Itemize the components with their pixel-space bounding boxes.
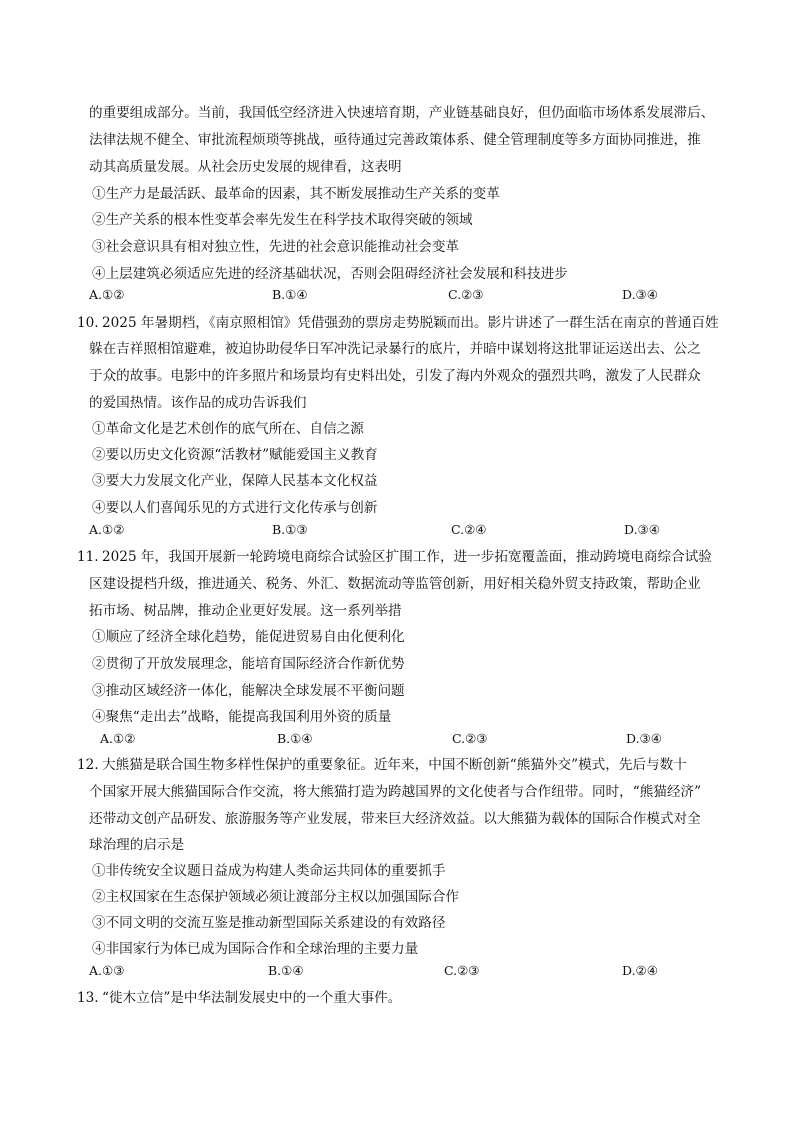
question-12-statement: ②主权国家在生态保护领域必须让渡部分主权以加强国际合作 [92, 889, 460, 905]
question-9-line: 的重要组成部分。当前，我国低空经济进入快速培育期，产业链基础良好，但仍面临市场体系发展滞后、 [89, 105, 715, 121]
question-10-line: 的爱国热情。该作品的成功告诉我们 [89, 395, 307, 411]
answer-choice-a[interactable]: A.①② [89, 522, 125, 537]
answer-choice-b[interactable]: B.①③ [272, 522, 308, 537]
answer-choice-d[interactable]: D.③④ [626, 731, 662, 746]
answer-choice-b[interactable]: B.①④ [277, 731, 313, 746]
question-11-statement: ④聚焦“走出去”战略，能提高我国利用外资的质量 [92, 709, 392, 725]
question-11-line: 拓市场、树品牌，推动企业更好发展。这一系列举措 [89, 603, 402, 619]
question-10-line: 2025 年暑期档，《南京照相馆》凭借强劲的票房走势脱颖而出。影片讲述了一群生活在南京的普通百姓 [102, 315, 719, 331]
question-10-line: 躲在吉祥照相馆避难，被迫协助侵华日军冲洗记录暴行的底片，并暗中谋划将这批罪证运送出去、公之 [89, 341, 701, 357]
question-10-statement: ③要大力发展文化产业，保障人民基本文化权益 [92, 473, 378, 489]
question-11-line: 2025 年，我国开展新一轮跨境电商综合试验区扩围工作，进一步拓宽覆盖面，推动跨境电商综合试验 [102, 549, 712, 565]
question-9-statement: ④上层建筑必须适应先进的经济基础状况，否则会阻碍经济社会发展和科技进步 [92, 266, 568, 282]
question-9-statement: ②生产关系的根本性变革会率先发生在科学技术取得突破的领域 [92, 212, 473, 228]
answer-choice-b[interactable]: B.①④ [272, 287, 308, 302]
question-9-statement: ①生产力是最活跃、最革命的因素，其不断发展推动生产关系的变革 [92, 186, 500, 202]
answer-choice-c[interactable]: C.②③ [448, 287, 484, 302]
question-11-statement: ③推动区域经济一体化，能解决全球发展不平衡问题 [92, 683, 405, 699]
question-11-line: 区建设提档升级，推进通关、税务、外汇、数据流动等监管创新，用好相关稳外贸支持政策，帮助企业 [89, 576, 701, 592]
answer-choice-a[interactable]: A.①③ [89, 963, 125, 978]
answer-choice-d[interactable]: D.③④ [622, 287, 658, 302]
answer-choice-d[interactable]: D.②④ [622, 963, 658, 978]
answer-choice-a[interactable]: A.①② [89, 287, 125, 302]
question-10-statement: ①革命文化是艺术创作的底气所在、自信之源 [92, 421, 364, 437]
answer-choice-d[interactable]: D.③④ [624, 522, 660, 537]
answer-choice-c[interactable]: C.②④ [451, 522, 487, 537]
answer-choice-c[interactable]: C.②③ [444, 963, 480, 978]
question-10-statement: ④要以人们喜闻乐见的方式进行文化传承与创新 [92, 500, 378, 516]
question-number: 11. [77, 549, 99, 565]
question-12-line: 球治理的启示是 [89, 837, 185, 853]
question-10-line: 于众的故事。电影中的许多照片和场景均有史料出处，引发了海内外观众的强烈共鸣，激发了人民群众 [89, 368, 701, 384]
question-9-line: 动其高质量发展。从社会历史发展的规律看，这表明 [89, 159, 402, 175]
answer-choice-c[interactable]: C.②③ [452, 731, 488, 746]
question-number: 10. [77, 315, 99, 331]
answer-choice-a[interactable]: A.①② [100, 731, 136, 746]
question-9-statement: ③社会意识具有相对独立性，先进的社会意识能推动社会变革 [92, 239, 460, 255]
answer-choice-b[interactable]: B.①④ [268, 963, 304, 978]
question-10-statement: ②要以历史文化资源“活教材”赋能爱国主义教育 [92, 447, 378, 463]
question-13-line: “徙木立信”是中华法制发展史中的一个重大事件。 [102, 990, 402, 1006]
question-12-line: 还带动文创产品研发、旅游服务等产业发展，带来巨大经济效益。以大熊猫为载体的国际合作模式对全 [89, 811, 701, 827]
question-12-statement: ④非国家行为体已成为国际合作和全球治理的主要力量 [92, 941, 419, 957]
question-number: 12. [77, 757, 99, 773]
question-number: 13. [77, 990, 99, 1006]
question-12-statement: ①非传统安全议题日益成为构建人类命运共同体的重要抓手 [92, 863, 446, 879]
question-11-statement: ①顺应了经济全球化趋势，能促进贸易自由化便利化 [92, 629, 405, 645]
question-12-statement: ③不同文明的交流互鉴是推动新型国际关系建设的有效路径 [92, 915, 446, 931]
question-12-line: 大熊猫是联合国生物多样性保护的重要象征。近年来，中国不断创新“熊猫外交”模式，先后与数十 [102, 757, 687, 773]
question-9-line: 法律法规不健全、审批流程烦琐等挑战，亟待通过完善政策体系、健全管理制度等多方面协同推进，推 [89, 132, 701, 148]
question-12-line: 个国家开展大熊猫国际合作交流，将大熊猫打造为跨越国界的文化使者与合作纽带。同时，“熊猫经济” [89, 784, 702, 800]
question-11-statement: ②贯彻了开放发展理念，能培育国际经济合作新优势 [92, 656, 405, 672]
